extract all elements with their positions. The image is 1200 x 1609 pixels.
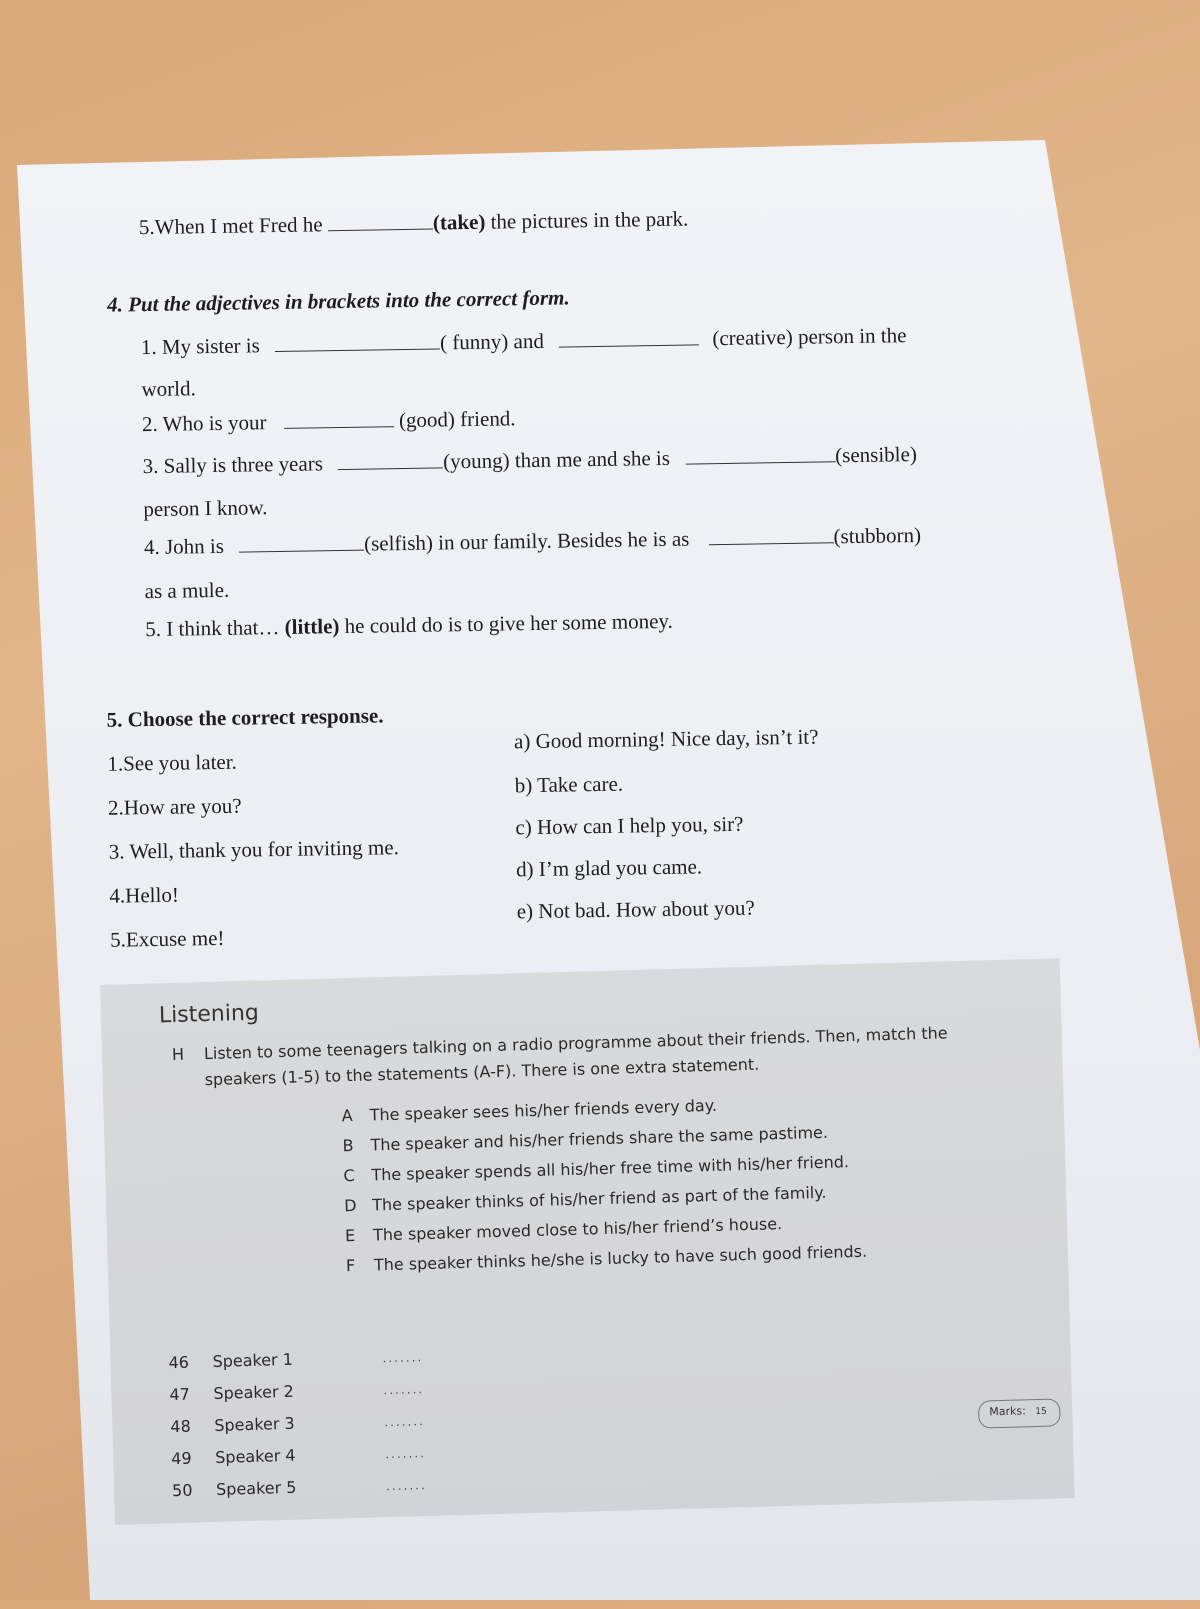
item-text: (selfish) in our family. Besides he is as [363, 526, 690, 556]
marks-box [978, 1398, 1061, 1428]
q4-item-3-cont: person I know. [143, 495, 268, 522]
answer-blank[interactable] [559, 343, 699, 347]
item-text: (young) than me and she is [442, 445, 671, 474]
marks-label: Marks: [989, 1404, 1026, 1419]
item-text: (good) friend. [398, 406, 516, 433]
q4-item-4-cont: as a mule. [144, 577, 230, 604]
item-text: the pictures in the park. [485, 206, 689, 234]
item-text: he could do is to give her some money. [339, 608, 673, 639]
section-5-title: 5. Choose the correct response. [106, 703, 384, 732]
q5-prompt-5: 5.Excuse me! [109, 925, 225, 952]
statement-key: E [344, 1225, 356, 1246]
speaker-row-5 [172, 1474, 427, 1500]
task-letter: H [171, 1044, 185, 1065]
q5-response-d: d) I’m glad you came. [515, 854, 703, 882]
q4-item-2 [142, 406, 516, 437]
question-number: 48 [170, 1416, 191, 1437]
instructions-line-1: Listen to some teenagers talking on a radio programme about their friends. Then, match the [203, 1023, 948, 1064]
item-text: 5.When I met Fred he [138, 212, 323, 240]
question-number: 47 [169, 1384, 191, 1405]
answer-blank[interactable] [239, 549, 364, 553]
statement-text: The speaker and his/her friends share the same pastime. [370, 1122, 829, 1155]
statement-f [346, 1242, 868, 1276]
item-text: 2. Who is your [141, 410, 267, 437]
q5-response-a: a) Good morning! Nice day, isn’t it? [513, 724, 819, 754]
item-text: 1. My sister is [140, 333, 261, 360]
answer-dots[interactable]: ....... [385, 1446, 427, 1462]
statement-text: The speaker moved close to his/her friend’s house. [372, 1214, 783, 1245]
answer-blank[interactable] [709, 541, 834, 545]
listening-section [100, 958, 1075, 1525]
instructions-line-2: speakers (1-5) to the statements (A-F). There is one extra statement. [204, 1054, 760, 1090]
listening-title: Listening [158, 1000, 260, 1029]
q4-item-1 [141, 323, 907, 360]
q5-response-e: e) Not bad. How about you? [516, 895, 755, 924]
answer-dots[interactable]: ....... [385, 1478, 427, 1494]
answer-blank[interactable] [328, 228, 433, 232]
answer-blank[interactable] [275, 347, 440, 352]
statement-text: The speaker spends all his/her free time with his/her friend. [371, 1152, 850, 1185]
section-4-title: 4. Put the adjectives in brackets into the correct form. [106, 285, 570, 317]
item-text: (sensible) [835, 441, 918, 468]
marks-total: 15 [1035, 1406, 1047, 1418]
q4-item-1-cont: world. [141, 376, 196, 402]
q4-item-4 [144, 523, 921, 560]
speaker-name: Speaker 2 [213, 1381, 295, 1403]
speaker-row-2 [169, 1378, 424, 1404]
answer-dots[interactable]: ....... [382, 1350, 424, 1366]
item-text: 4. John is [143, 533, 225, 560]
statement-key: F [345, 1255, 356, 1276]
q5-response-c: c) How can I help you, sir? [515, 811, 744, 840]
adjective-hint: (little) [284, 614, 340, 639]
speaker-name: Speaker 1 [212, 1349, 294, 1372]
answer-dots[interactable]: ....... [383, 1382, 425, 1398]
answer-blank[interactable] [284, 425, 394, 429]
statement-key: C [343, 1165, 355, 1186]
statement-text: The speaker thinks he/she is lucky to have such good friends. [373, 1241, 868, 1275]
q4-item-3 [143, 442, 918, 479]
question-number: 50 [171, 1480, 193, 1501]
speaker-name: Speaker 5 [215, 1477, 297, 1499]
statement-a [341, 1096, 717, 1125]
speaker-row-3 [170, 1410, 425, 1436]
statement-text: The speaker sees his/her friends every day. [369, 1095, 718, 1125]
q5-prompt-4: 4.Hello! [109, 882, 180, 908]
question-number: 49 [170, 1448, 192, 1469]
statement-e [345, 1214, 783, 1245]
answer-blank[interactable] [338, 466, 443, 470]
speaker-name: Speaker 3 [214, 1413, 295, 1435]
statement-key: D [343, 1195, 357, 1216]
statement-key: B [342, 1135, 354, 1156]
statement-key: A [341, 1105, 353, 1126]
question-number: 46 [168, 1352, 190, 1373]
q5-prompt-2: 2.How are you? [107, 793, 242, 820]
speaker-row-4 [171, 1442, 426, 1468]
answer-blank[interactable] [685, 460, 835, 464]
verb-hint: (take) [432, 209, 486, 235]
item-text: 3. Sally is three years [142, 451, 324, 479]
item-text: ( funny) and [439, 328, 545, 355]
speaker-row-1 [168, 1346, 423, 1372]
q-prev-item-5 [139, 207, 689, 241]
q5-response-b: b) Take care. [514, 771, 624, 798]
item-text: (creative) person in the [712, 323, 907, 351]
statement-text: The speaker thinks of his/her friend as part of the family. [371, 1182, 827, 1215]
statement-c [343, 1152, 849, 1185]
answer-dots[interactable]: ....... [384, 1414, 426, 1430]
q4-item-5 [145, 609, 673, 642]
q5-prompt-1: 1.See you later. [107, 749, 238, 776]
speaker-name: Speaker 4 [214, 1445, 296, 1467]
statement-d [344, 1183, 827, 1215]
item-text: (stubborn) [833, 522, 922, 549]
item-text: 5. I think that… [145, 615, 280, 642]
q5-prompt-3: 3. Well, thank you for inviting me. [108, 835, 400, 864]
statement-b [342, 1123, 828, 1156]
